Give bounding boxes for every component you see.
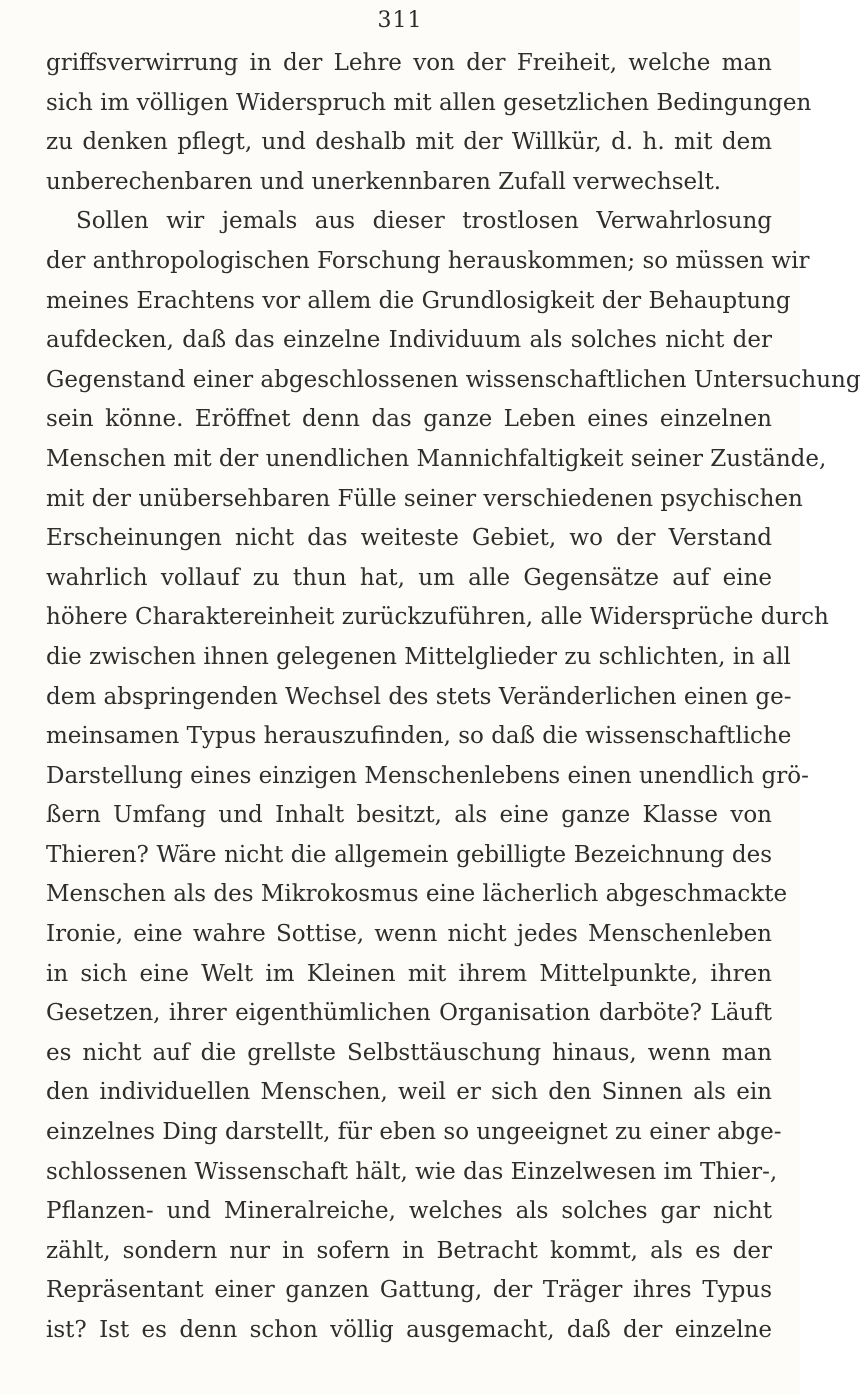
- text-line: wahrlich vollauf zu thun hat, um alle Gegensätze auf eine: [46, 564, 772, 591]
- text-line: der anthropologischen Forschung herauskommen; so müssen wir: [46, 247, 810, 274]
- text-line: Repräsentant einer ganzen Gattung, der Träger ihres Typus: [46, 1277, 772, 1304]
- text-line: Menschen mit der unendlichen Mannichfaltigkeit seiner Zustände,: [46, 445, 827, 472]
- text-line: ßern Umfang und Inhalt besitzt, als eine ganze Klasse von: [46, 802, 772, 829]
- text-line: aufdecken, daß das einzelne Individuum als solches nicht der: [46, 327, 772, 354]
- text-line: Sollen wir jemals aus dieser trostlosen Verwahrlosung: [76, 208, 772, 235]
- text-line: Gesetzen, ihrer eigenthümlichen Organisation darböte? Läuft: [46, 1000, 772, 1027]
- text-line: mit der unübersehbaren Fülle seiner verschiedenen psychischen: [46, 485, 803, 512]
- text-line: höhere Charaktereinheit zurückzuführen, alle Widersprüche durch: [46, 604, 829, 631]
- text-line: dem abspringenden Wechsel des stets Veränderlichen einen ge-: [46, 683, 792, 710]
- text-line: Gegenstand einer abgeschlossenen wissenschaftlichen Untersuchung: [46, 366, 861, 393]
- page-number: 311: [377, 8, 423, 33]
- text-line: zu denken pflegt, und deshalb mit der Willkür, d. h. mit dem: [46, 129, 772, 156]
- text-line: meinsamen Typus herauszufinden, so daß die wissenschaftliche: [46, 723, 792, 750]
- text-line: Ironie, eine wahre Sottise, wenn nicht jedes Menschenleben: [46, 921, 772, 948]
- text-line: einzelnes Ding darstellt, für eben so ungeeignet zu einer abge-: [46, 1119, 782, 1146]
- body-text: [46, 44, 861, 1351]
- text-line: schlossenen Wissenschaft hält, wie das Einzelwesen im Thier-,: [46, 1158, 778, 1185]
- text-line: Menschen als des Mikrokosmus eine lächerlich abgeschmackte: [46, 881, 788, 908]
- text-line: in sich eine Welt im Kleinen mit ihrem Mittelpunkte, ihren: [46, 960, 772, 987]
- text-line: zählt, sondern nur in sofern in Betracht kommt, als es der: [46, 1237, 772, 1264]
- text-line: den individuellen Menschen, weil er sich den Sinnen als ein: [46, 1079, 772, 1106]
- text-line: unberechenbaren und unerkennbaren Zufall verwechselt.: [46, 168, 722, 195]
- text-line: sein könne. Eröffnet denn das ganze Leben eines einzelnen: [46, 406, 772, 433]
- text-line: Darstellung eines einzigen Menschenlebens einen unendlich grö-: [46, 762, 809, 789]
- text-line: Erscheinungen nicht das weiteste Gebiet, wo der Verstand: [46, 525, 772, 552]
- text-line: es nicht auf die grellste Selbsttäuschung hinaus, wenn man: [46, 1039, 772, 1066]
- text-line: die zwischen ihnen gelegenen Mittelglieder zu schlichten, in all: [46, 643, 791, 670]
- text-line: griffsverwirrung in der Lehre von der Freiheit, welche man: [46, 50, 772, 76]
- text-line: meines Erachtens vor allem die Grundlosigkeit der Behauptung: [46, 287, 791, 314]
- text-line: ist? Ist es denn schon völlig ausgemacht, daß der einzelne: [46, 1317, 772, 1343]
- text-line: Thieren? Wäre nicht die allgemein gebilligte Bezeichnung des: [46, 841, 772, 868]
- text-line: Pflanzen- und Mineralreiche, welches als solches gar nicht: [46, 1198, 772, 1225]
- text-line: sich im völligen Widerspruch mit allen gesetzlichen Bedingungen: [46, 89, 812, 116]
